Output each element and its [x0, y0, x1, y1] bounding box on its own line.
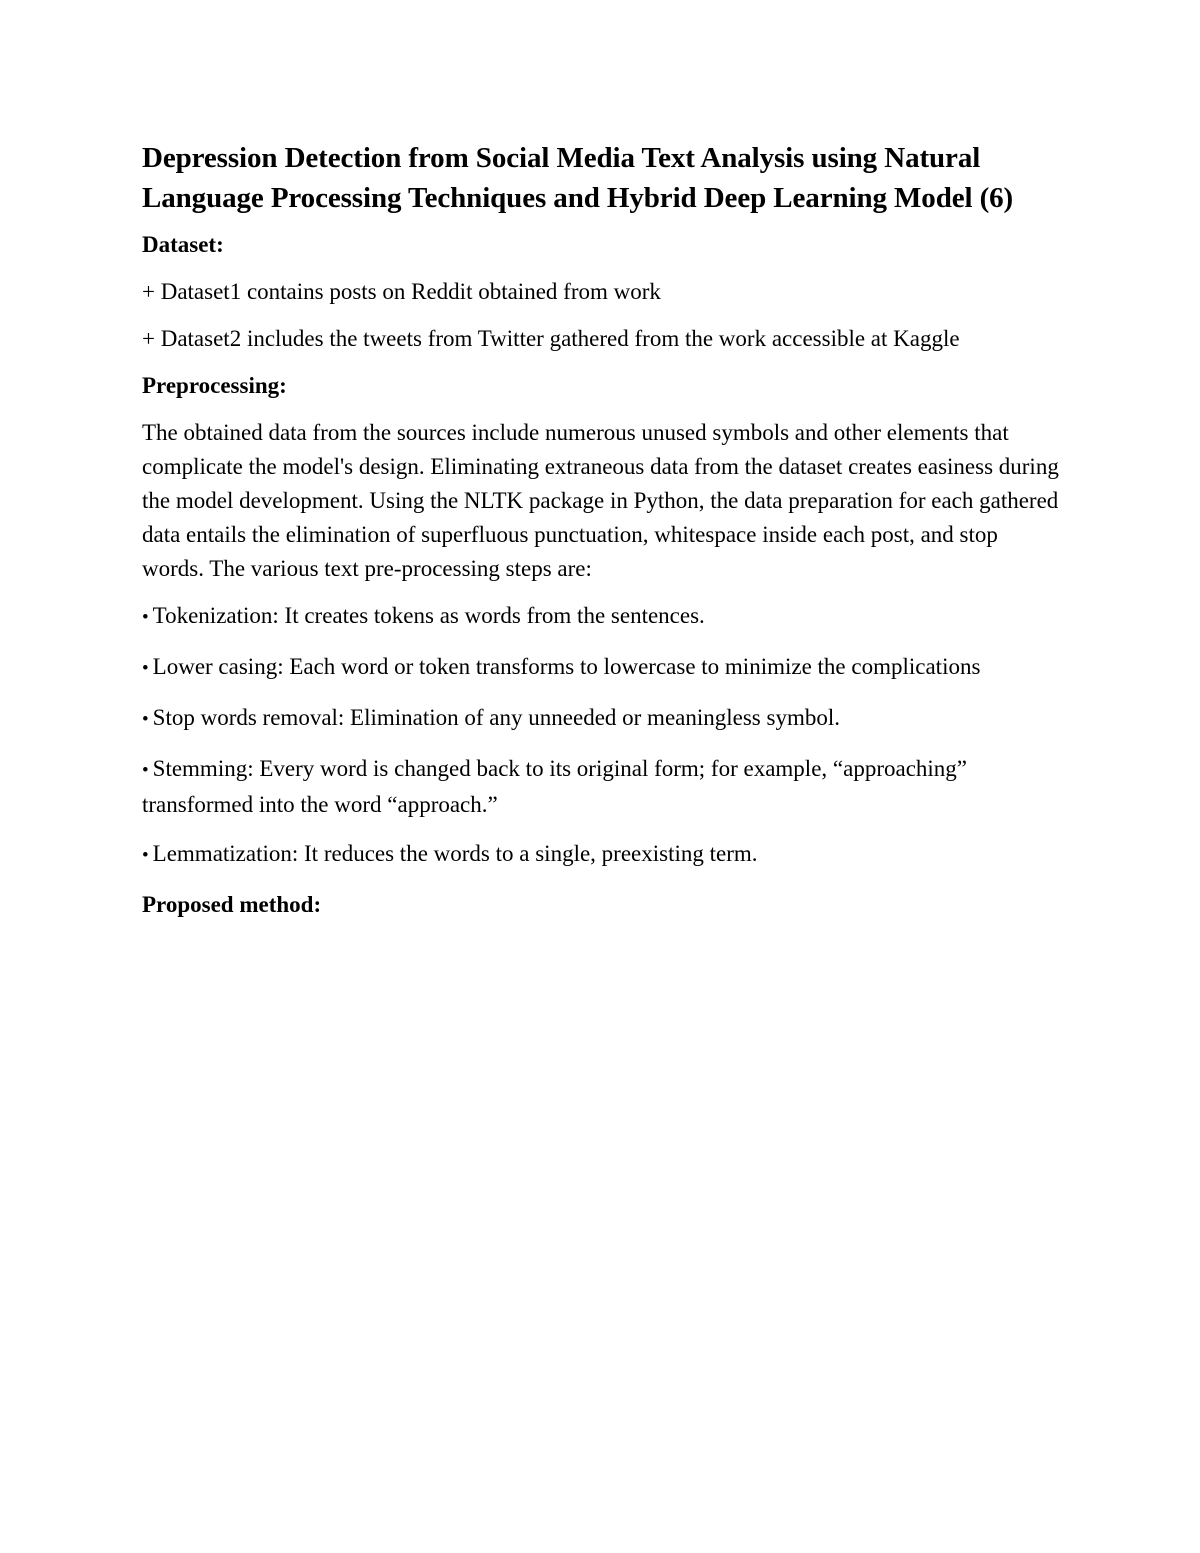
preprocessing-paragraph: The obtained data from the sources include numerous unused symbols and other elements that complicate the model's design. Eliminating extraneous data from the dataset creates easiness during the model development. Using the NLTK package in Python, the data preparation for each gathered data entails the elimination of superfluous punctuation, whitespace inside each post, and stop words. The various text pre-processing steps are: — [142, 420, 1059, 581]
step-text-lower-casing: Lower casing: Each word or token transforms to lowercase to minimize the complications — [152, 654, 981, 679]
dataset-item-2: + Dataset2 includes the tweets from Twitter gathered from the work accessible at Kaggle — [142, 326, 960, 351]
dataset-item-1: + Dataset1 contains posts on Reddit obtained from work — [142, 279, 661, 304]
preprocessing-steps-list — [142, 599, 1062, 873]
proposed-method-heading: Proposed method: — [142, 892, 322, 917]
document-title: Depression Detection from Social Media Text Analysis using Natural Language Processing Techniques and Hybrid Deep Learning Model (6) — [142, 142, 1014, 214]
list-item — [142, 837, 1062, 873]
list-item — [142, 701, 1062, 737]
step-text-stop-words: Stop words removal: Elimination of any unneeded or meaningless symbol. — [152, 705, 840, 730]
preprocessing-section — [142, 369, 1062, 873]
step-text-lemmatization: Lemmatization: It reduces the words to a single, preexisting term. — [152, 841, 758, 866]
bullet-icon: • — [142, 760, 149, 781]
bullet-icon: • — [142, 709, 149, 730]
bullet-icon: • — [142, 845, 149, 866]
dataset-heading: Dataset: — [142, 232, 224, 257]
bullet-icon: • — [142, 658, 149, 679]
document-page — [142, 138, 1062, 935]
bullet-icon: • — [142, 607, 149, 628]
step-text-stemming: Stemming: Every word is changed back to its original form; for example, “approaching” transformed into the word “approach.” — [142, 756, 967, 817]
list-item — [142, 599, 1062, 635]
list-item — [142, 650, 1062, 686]
proposed-method-section — [142, 888, 1062, 922]
preprocessing-heading: Preprocessing: — [142, 373, 287, 398]
dataset-section — [142, 228, 1062, 356]
step-text-tokenization: Tokenization: It creates tokens as words from the sentences. — [152, 603, 705, 628]
list-item — [142, 752, 1062, 822]
